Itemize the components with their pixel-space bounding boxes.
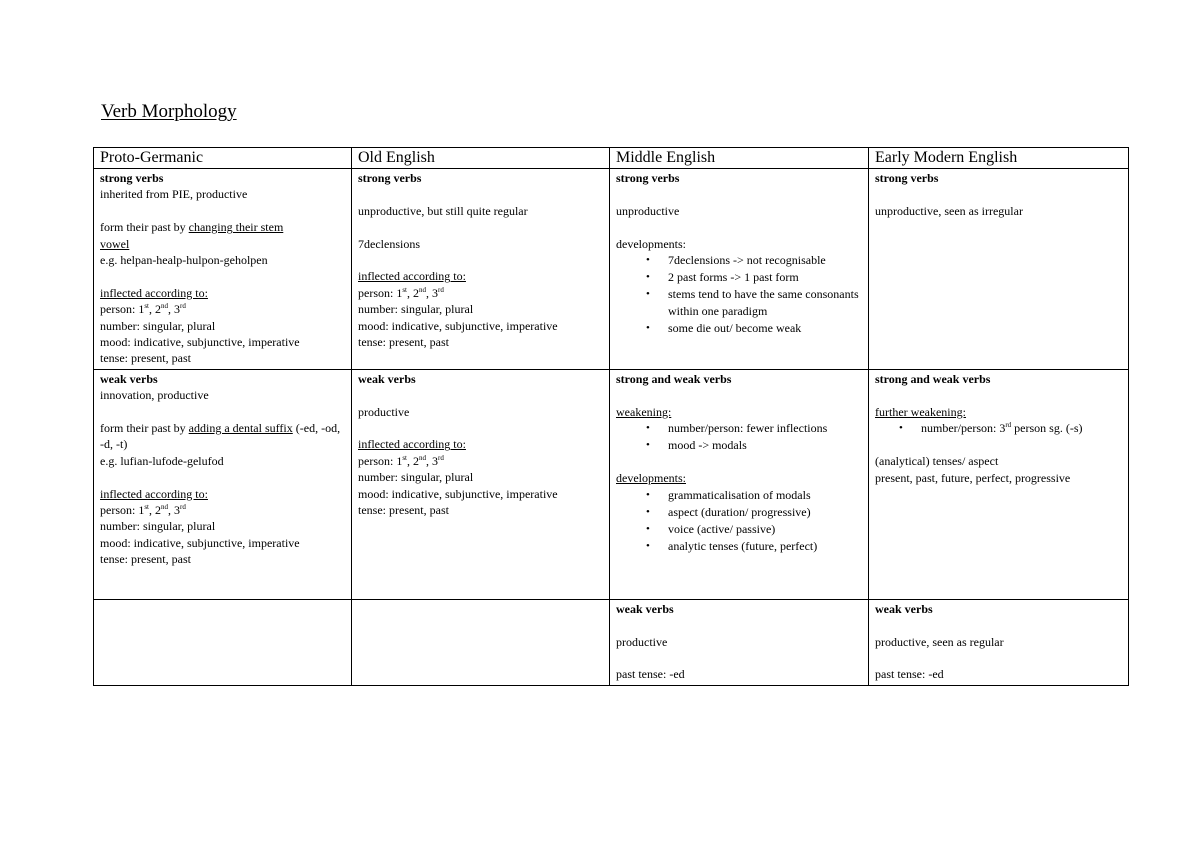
header-proto-germanic: Proto-Germanic xyxy=(94,148,352,169)
cell-me-strong-weak xyxy=(610,369,869,599)
cell-text: 7declensions xyxy=(358,236,420,251)
cell-oe-weak xyxy=(352,369,610,599)
cell-heading: strong and weak verbs xyxy=(616,371,732,386)
example: e.g. lufian-lufode-gelufod xyxy=(100,453,224,468)
cell-heading: weak verbs xyxy=(100,371,158,386)
weakening-heading: weakening: xyxy=(616,404,672,419)
developments-list xyxy=(616,487,862,555)
bullet-icon: • xyxy=(646,505,650,518)
cell-text: past tense: -ed xyxy=(616,667,685,682)
tense-line: tense: present, past xyxy=(100,351,191,366)
past-formation: form their past by changing their stem xyxy=(100,220,284,235)
past-formation: form their past by adding a dental suffix (-ed, -od, -d, -t) xyxy=(100,421,341,452)
cell-pg-empty xyxy=(94,599,352,685)
cell-heading: strong verbs xyxy=(100,171,164,185)
developments-heading: developments: xyxy=(616,236,686,251)
header-early-modern-english: Early Modern English xyxy=(869,148,1129,169)
bullet-icon: • xyxy=(646,422,650,435)
cell-pg-weak xyxy=(94,369,352,599)
number-line: number: singular, plural xyxy=(358,302,474,317)
cell-text: unproductive, seen as irregular xyxy=(875,203,1023,218)
header-middle-english: Middle English xyxy=(610,148,869,169)
past-formation-cont: vowel xyxy=(100,236,130,251)
number-line: number: singular, plural xyxy=(100,318,216,333)
list-item: • mood -> modals xyxy=(646,438,747,453)
page-title: Verb Morphology xyxy=(101,101,237,122)
cell-me-strong xyxy=(610,169,869,370)
cell-text: inherited from PIE, productive xyxy=(100,187,248,202)
cell-pg-strong xyxy=(94,169,352,370)
mood-line: mood: indicative, subjunctive, imperative xyxy=(100,535,300,550)
tense-line: tense: present, past xyxy=(358,335,449,350)
header-old-english: Old English xyxy=(352,148,610,169)
cell-me-weak xyxy=(610,599,869,685)
verb-morphology-table xyxy=(93,147,1129,686)
bullet-icon: • xyxy=(646,539,650,552)
bullet-icon: • xyxy=(646,271,650,283)
cell-text: productive xyxy=(358,404,410,419)
cell-heading: weak verbs xyxy=(358,371,416,386)
list-item: • number/person: fewer inflections xyxy=(646,421,828,436)
bullet-icon: • xyxy=(646,488,650,501)
cell-heading: weak verbs xyxy=(616,601,674,616)
cell-oe-strong xyxy=(352,169,610,370)
inflected-heading: inflected according to: xyxy=(358,437,466,452)
tenses-heading: (analytical) tenses/ aspect xyxy=(875,454,999,469)
weakening-list xyxy=(616,420,862,454)
developments-heading: developments: xyxy=(616,471,686,486)
cell-heading: strong verbs xyxy=(358,171,422,185)
bullet-icon: • xyxy=(899,422,903,435)
cell-text: productive xyxy=(616,634,668,649)
list-item: • 2 past forms -> 1 past form xyxy=(646,270,799,284)
further-weakening-heading: further weakening: xyxy=(875,404,966,419)
cell-oe-empty xyxy=(352,599,610,685)
list-item: • aspect (duration/ progressive) xyxy=(646,504,811,519)
cell-eme-weak xyxy=(869,599,1129,685)
inflected-heading: inflected according to: xyxy=(358,269,466,284)
bullet-icon: • xyxy=(646,288,650,300)
cell-text: unproductive, but still quite regular xyxy=(358,203,528,218)
person-line: person: 1st, 2nd, 3rd xyxy=(100,503,186,518)
person-line: person: 1st, 2nd, 3rd xyxy=(358,285,444,300)
tense-line: tense: present, past xyxy=(358,503,449,518)
example: e.g. helpan-healp-hulpon-geholpen xyxy=(100,253,268,268)
number-line: number: singular, plural xyxy=(358,470,474,485)
bullet-icon: • xyxy=(646,522,650,535)
mood-line: mood: indicative, subjunctive, imperative xyxy=(100,335,300,350)
cell-heading: weak verbs xyxy=(875,601,933,616)
person-line: person: 1st, 2nd, 3rd xyxy=(100,302,186,317)
list-item: • grammaticalisation of modals xyxy=(646,487,811,502)
table-row xyxy=(94,369,1129,599)
bullet-icon: • xyxy=(646,322,650,334)
table-header-row xyxy=(94,148,1129,169)
further-weakening-list xyxy=(875,420,1122,437)
inflected-heading: inflected according to: xyxy=(100,285,208,300)
table-row xyxy=(94,169,1129,370)
list-item: • stems tend to have the same consonants within one paradigm xyxy=(646,287,859,318)
tense-line: tense: present, past xyxy=(100,552,191,567)
cell-text: unproductive xyxy=(616,203,680,218)
cell-text: innovation, productive xyxy=(100,388,209,403)
bullet-icon: • xyxy=(646,439,650,452)
cell-text: productive, seen as regular xyxy=(875,634,1004,649)
table-row xyxy=(94,599,1129,685)
cell-eme-strong xyxy=(869,169,1129,370)
cell-heading: strong verbs xyxy=(616,171,680,185)
list-item: • voice (active/ passive) xyxy=(646,521,776,536)
number-line: number: singular, plural xyxy=(100,519,216,534)
mood-line: mood: indicative, subjunctive, imperative xyxy=(358,486,558,501)
cell-eme-strong-weak xyxy=(869,369,1129,599)
developments-list xyxy=(616,252,862,337)
list-item: • analytic tenses (future, perfect) xyxy=(646,538,818,553)
list-item: • 7declensions -> not recognisable xyxy=(646,253,826,267)
cell-heading: strong and weak verbs xyxy=(875,371,991,386)
list-item: • some die out/ become weak xyxy=(646,321,802,335)
mood-line: mood: indicative, subjunctive, imperative xyxy=(358,318,558,333)
person-line: person: 1st, 2nd, 3rd xyxy=(358,453,444,468)
tenses-list: present, past, future, perfect, progressive xyxy=(875,470,1071,485)
inflected-heading: inflected according to: xyxy=(100,486,208,501)
cell-text: past tense: -ed xyxy=(875,667,944,682)
bullet-icon: • xyxy=(646,254,650,266)
cell-heading: strong verbs xyxy=(875,171,939,185)
list-item: • number/person: 3rd person sg. (-s) xyxy=(899,421,1083,436)
